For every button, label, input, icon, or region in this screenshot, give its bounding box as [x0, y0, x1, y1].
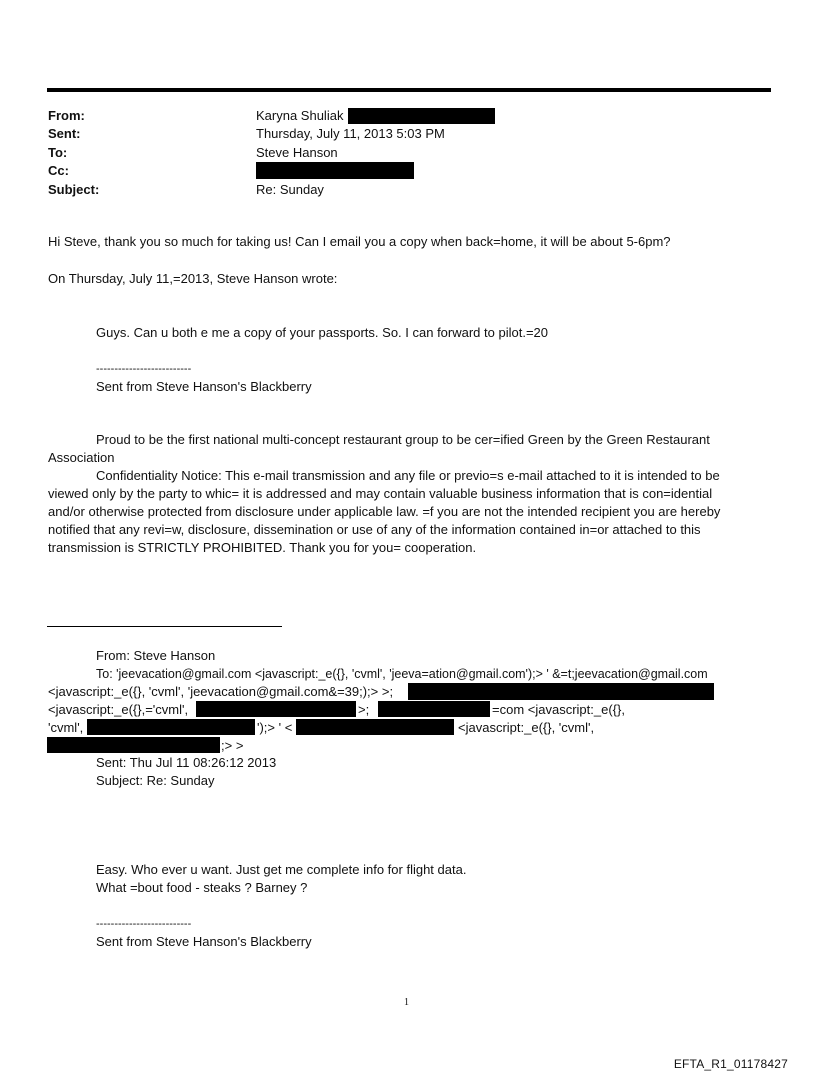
forwarded-subject: Subject: Re: Sunday: [96, 773, 215, 788]
confidentiality-line-1: Confidentiality Notice: This e-mail transmission and any file or previo=s e-mail attached to it is intended to be: [96, 468, 720, 483]
from-label: From:: [48, 108, 85, 123]
header-rule: [47, 88, 771, 92]
confidentiality-line-3: and/or otherwise protected from disclosure under applicable law. =f you are not the intended recipient you are hereby: [48, 504, 721, 519]
forwarded-to-line-4c: <javascript:_e({}, 'cvml',: [458, 720, 595, 735]
forwarded-to-line-3b: >;: [358, 702, 370, 717]
forwarded-sent: Sent: Thu Jul 11 08:26:12 2013: [96, 755, 277, 770]
confidentiality-line-4: notified that any revi=w, disclosure, dissemination or use of any of the information contained in=or attached to this: [48, 522, 701, 537]
forwarded-to-line-5: ;> >: [221, 738, 244, 753]
reply-text: Hi Steve, thank you so much for taking us! Can I email you a copy when back=home, it will be about 5-6pm?: [48, 234, 671, 249]
document-id: EFTA_R1_01178427: [673, 1057, 788, 1071]
redaction-to-line-3b: [378, 701, 490, 717]
subject-label: Subject:: [48, 182, 100, 197]
redaction-to-line-2: [408, 683, 714, 700]
redaction-to-line-5: [47, 737, 220, 753]
green-notice-line-1: Proud to be the first national multi-concept restaurant group to be cer=ified Green by the Green Restaurant: [96, 432, 710, 447]
redaction-to-line-3a: [196, 701, 356, 717]
forwarded-to-line-4b: ');> ' <: [257, 720, 293, 735]
forwarded-message-line-2: What =bout food - steaks ? Barney ?: [96, 880, 308, 895]
forwarded-to-line-2: <javascript:_e({}, 'cvml', 'jeevacation@gmail.com&=39;);> >;: [48, 684, 394, 699]
forwarded-to-line-1: To: 'jeevacation@gmail.com <javascript:_e({}, 'cvml', 'jeeva=ation@gmail.com');> ' &=t;jeevacation@gmail.com: [96, 667, 708, 681]
from-value: Karyna Shuliak: [256, 108, 344, 123]
signature-divider: --------------------------: [96, 363, 192, 375]
forwarded-to-line-4a: 'cvml',: [48, 720, 84, 735]
signature-divider-2: --------------------------: [96, 918, 192, 930]
page-number: 1: [404, 997, 409, 1008]
redaction-to-line-4b: [296, 719, 454, 735]
confidentiality-line-2: viewed only by the party to whic= it is addressed and may contain valuable business information that is con=idential: [48, 486, 713, 501]
redaction-from-email: [348, 108, 495, 124]
forwarded-to-line-3c: =com <javascript:_e({},: [492, 702, 625, 717]
green-notice-line-2: Association: [48, 450, 115, 465]
quote-intro: On Thursday, July 11,=2013, Steve Hanson wrote:: [48, 271, 338, 286]
cc-label: Cc:: [48, 163, 69, 178]
redaction-to-line-4a: [87, 719, 255, 735]
to-value: Steve Hanson: [256, 145, 338, 160]
sent-label: Sent:: [48, 126, 81, 141]
forwarded-message-line-1: Easy. Who ever u want. Just get me complete info for flight data.: [96, 862, 467, 877]
forwarded-to-line-3a: <javascript:_e({},='cvml',: [48, 702, 189, 717]
sent-value: Thursday, July 11, 2013 5:03 PM: [256, 126, 445, 141]
redaction-cc: [256, 162, 414, 179]
signature-2: Sent from Steve Hanson's Blackberry: [96, 934, 312, 949]
confidentiality-line-5: transmission is STRICTLY PROHIBITED. Thank you for you= cooperation.: [48, 540, 477, 555]
signature: Sent from Steve Hanson's Blackberry: [96, 379, 312, 394]
forward-separator: [47, 626, 282, 627]
forwarded-from: From: Steve Hanson: [96, 648, 216, 663]
quoted-message: Guys. Can u both e me a copy of your passports. So. I can forward to pilot.=20: [96, 325, 548, 340]
to-label: To:: [48, 145, 68, 160]
subject-value: Re: Sunday: [256, 182, 324, 197]
